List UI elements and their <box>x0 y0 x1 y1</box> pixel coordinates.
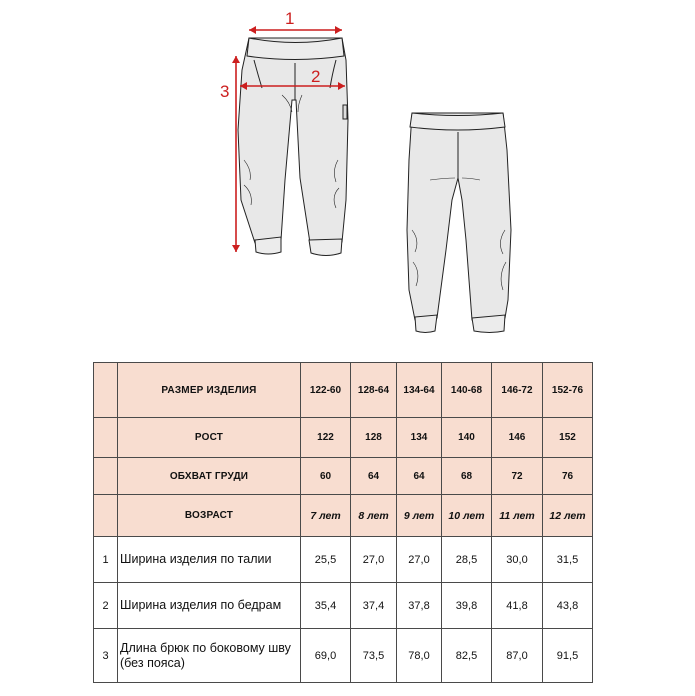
callout-1: 1 <box>285 9 295 28</box>
chest-row-label: ОБХВАТ ГРУДИ <box>118 458 301 495</box>
measurement-value: 37,4 <box>351 583 397 629</box>
measurement-value: 82,5 <box>442 629 492 683</box>
age-cell: 9 лет <box>397 495 442 537</box>
table-row <box>94 583 593 629</box>
header-index-cell <box>94 458 118 495</box>
measurement-value: 78,0 <box>397 629 442 683</box>
height-row <box>94 418 593 458</box>
size-cell: 152-76 <box>543 363 593 418</box>
height-cell: 122 <box>301 418 351 458</box>
measurement-value: 87,0 <box>492 629 543 683</box>
age-cell: 12 лет <box>543 495 593 537</box>
chest-cell: 68 <box>442 458 492 495</box>
height-cell: 128 <box>351 418 397 458</box>
front-view-pants <box>238 38 348 256</box>
measurement-value: 73,5 <box>351 629 397 683</box>
chest-cell: 64 <box>397 458 442 495</box>
age-row <box>94 495 593 537</box>
callout-3: 3 <box>220 82 230 101</box>
measurement-value: 41,8 <box>492 583 543 629</box>
measurement-value: 37,8 <box>397 583 442 629</box>
size-cell: 134-64 <box>397 363 442 418</box>
chest-cell: 60 <box>301 458 351 495</box>
size-chart-table <box>93 362 593 683</box>
header-index-cell <box>94 418 118 458</box>
height-cell: 134 <box>397 418 442 458</box>
age-cell: 10 лет <box>442 495 492 537</box>
size-row <box>94 363 593 418</box>
chest-cell: 64 <box>351 458 397 495</box>
age-cell: 11 лет <box>492 495 543 537</box>
header-index-cell <box>94 495 118 537</box>
chest-row <box>94 458 593 495</box>
measurement-label: Длина брюк по боковому шву (без пояса) <box>118 629 301 683</box>
row-index: 3 <box>94 629 118 683</box>
measurement-value: 28,5 <box>442 537 492 583</box>
size-cell: 128-64 <box>351 363 397 418</box>
size-cell: 122-60 <box>301 363 351 418</box>
header-index-cell <box>94 363 118 418</box>
size-cell: 146-72 <box>492 363 543 418</box>
measurement-value: 25,5 <box>301 537 351 583</box>
measurement-value: 43,8 <box>543 583 593 629</box>
chest-cell: 72 <box>492 458 543 495</box>
measurement-value: 27,0 <box>351 537 397 583</box>
age-cell: 8 лет <box>351 495 397 537</box>
age-row-label: ВОЗРАСТ <box>118 495 301 537</box>
height-cell: 140 <box>442 418 492 458</box>
measurement-label: Ширина изделия по бедрам <box>118 583 301 629</box>
size-row-label: РАЗМЕР ИЗДЕЛИЯ <box>118 363 301 418</box>
measurement-value: 35,4 <box>301 583 351 629</box>
row-index: 1 <box>94 537 118 583</box>
measurement-label: Ширина изделия по талии <box>118 537 301 583</box>
table-row <box>94 537 593 583</box>
measurement-value: 31,5 <box>543 537 593 583</box>
measurement-value: 30,0 <box>492 537 543 583</box>
measurement-value: 91,5 <box>543 629 593 683</box>
callout-2: 2 <box>311 67 321 86</box>
measurement-value: 27,0 <box>397 537 442 583</box>
row-index: 2 <box>94 583 118 629</box>
back-view-pants <box>407 113 511 333</box>
height-cell: 146 <box>492 418 543 458</box>
measurement-value: 69,0 <box>301 629 351 683</box>
chest-cell: 76 <box>543 458 593 495</box>
height-cell: 152 <box>543 418 593 458</box>
size-cell: 140-68 <box>442 363 492 418</box>
table-row <box>94 629 593 683</box>
height-row-label: РОСТ <box>118 418 301 458</box>
measurement-value: 39,8 <box>442 583 492 629</box>
age-cell: 7 лет <box>301 495 351 537</box>
